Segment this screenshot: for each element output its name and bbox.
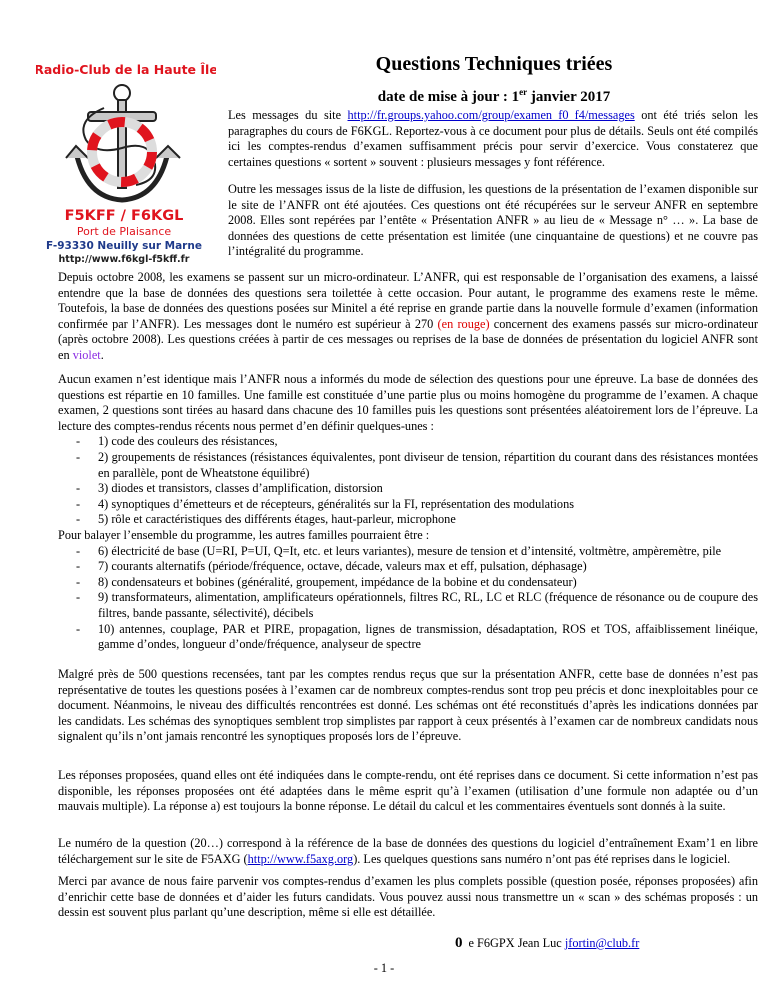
p7-text-b: ). Les quelques questions sans numéro n’ont pas été reprises dans le logiciel. <box>353 851 731 866</box>
intro-p1-text: Les messages du site <box>228 108 348 122</box>
page-title: Questions Techniques triées <box>375 53 613 75</box>
anchor-emblem-icon <box>36 60 216 265</box>
families-b-intro: Pour balayer l’ensemble du programme, les autres familles pourraient être : <box>58 527 430 542</box>
logo-club-name: Radio-Club de la Haute Île <box>36 62 216 77</box>
p3-text-b: concernent des examens passés sur micro-ordinateur (après octobre 2008). Les questions créées à partir de ces messages ou reprises de la base de données de présentation du logiciel ANFR sont en <box>58 316 759 362</box>
family-item: - 5) rôle et caractéristiques des différents étages, haut-parleur, microphone <box>76 512 456 527</box>
family-item: - 2) groupements de résistances (résistances équivalentes, pont diviseur de tension, répartition du courant dans des résistances montées en parallèle, pont de Wheatstone équilibré) <box>76 449 758 480</box>
family-item: - 10) antennes, couplage, PAR et PIRE, propagation, lignes de transmission, désadaptation, ROS et TOS, affaiblissement linéique, gamme d’ondes, longueur d’onde/fréquence, analyseur de spectre <box>76 621 758 652</box>
p3-text-c: . <box>100 347 104 362</box>
yahoo-group-link[interactable]: http://fr.groups.yahoo.com/group/examen_f0_f4/messages <box>347 108 635 122</box>
intro-paragraph-1 <box>228 108 758 170</box>
footer-signature <box>455 935 755 951</box>
family-item: - 4) synoptiques d’émetteurs et de récepteurs, généralités sur la FI, représentation des modulations <box>76 496 575 511</box>
footer-author: e F6GPX Jean Luc <box>468 936 565 950</box>
logo-website: http://www.f6kgl-f5kff.fr <box>58 254 190 265</box>
p3-text-a: Depuis octobre 2008, les examens se passent sur un micro-ordinateur. L’ANFR, qui est responsable de l’organisation des examens, a laissé entendre que la base de données des questions sera toilettée à cette occasion. Pour autant, le programme des examens reste le même. Toutefois, la base de données des questions posées sur Minitel a été reprise en grande partie dans la nouvelle formule d’examen (information confirmée par l’ANFR). Les messages dont le numéro est supérieur à 270 <box>58 270 758 331</box>
p3-violet-note: violet <box>72 347 101 362</box>
question-number-paragraph <box>58 836 758 867</box>
intro-paragraph-2: Outre les messages issus de la liste de diffusion, les questions de la présentation de l’examen disponible sur le site de l’ANFR ont été ajoutées. Ces questions ont été récupérées sur le serveur ANFR en septembre 2008. Elles sont repérées par l’entête « Présentation ANFR » au lieu de « Message n° … ». La base de données des questions de cette présentation est limitée (une cinquantaine de questions) et ne couvre pas l’intégralité du programme. <box>228 182 758 259</box>
families-list-b <box>58 544 758 653</box>
microcomputer-exam-paragraph <box>58 270 758 364</box>
thanks-paragraph: Merci par avance de nous faire parvenir vos comptes-rendus d’examen les plus complets possible (question posée, réponses proposées) afin d’enrichir cette base de données et d’aider les futurs candidats. Vous pouvez aussi nous transmettre un « scan » des schémas proposés : un dessin est souvent plus parlant qu’une description, même si elle est détaillée. <box>58 874 758 920</box>
family-item: - 7) courants alternatifs (période/fréquence, octave, décade, valeurs max et eff, pulsation, déphasage) <box>76 559 587 574</box>
answers-paragraph: Les réponses proposées, quand elles ont été indiquées dans le compte-rendu, ont été reprises dans ce document. Si cette information n’est pas disponible, les réponses proposées ont été adaptées dans le même esprit qu’à l’examen (utilisation d’une formule non adaptée ou d’un mauvais multiple). La réponse a) est toujours la bonne réponse. Le détail du calcul et les commentaires éventuels sont donnés à la suite. <box>58 768 758 814</box>
family-item: - 1) code des couleurs des résistances, <box>76 434 278 449</box>
p7-text-a: Le numéro de la question (20…) correspond à la référence de la base de données des questions du logiciel d’entraînement Exam’1 en libre téléchargement sur le site de F5AXG ( <box>58 836 758 866</box>
update-date-superscript: er <box>519 87 528 97</box>
logo-callsigns: F5KFF / F6KGL <box>64 208 184 224</box>
footer-zero: 0 <box>455 935 463 951</box>
family-item: - 9) transformateurs, alimentation, amplificateurs opérationnels, filtres RC, RL, LC et RLC (fréquence de résonance ou de coupure des filtres, bande passante, sélectivité), décibels <box>76 590 758 620</box>
logo-city: F-93330 Neuilly sur Marne <box>46 240 202 252</box>
update-date-prefix: date de mise à jour : 1 <box>377 89 520 105</box>
f5axg-link[interactable]: http://www.f5axg.org <box>247 851 354 866</box>
question-families-section <box>58 372 758 653</box>
intro-p1-text-after: ont été triés selon les paragraphes du cours de F6KGL. Reportez-vous à ce document pour plus de détails. Seuls ont été compilés ici les comptes-rendus d’examen suffisamment précis pour servir d’exercice. Vous constaterez que certaines questions « sortent » souvent : plusieurs messages y font référence. <box>228 108 758 169</box>
database-scope-paragraph: Malgré près de 500 questions recensées, tant par les comptes rendus reçus que sur la présentation ANFR, cette base de données n’est pas représentative de toutes les questions posées à l’examen car de nombreux comptes-rendus sont trop peu précis et donc inexploitables pour ce document. Néanmoins, le niveau des difficultés rencontrées est donné. Les schémas ont été reconstitués d’après les indications données par les candidats. Les schémas des synoptiques semblent trop simplistes par rapport à ceux présentés à l’examen car de nombreux candidats nous signalent qu’ils n’ont jamais rencontré les synoptiques proposés lors de l’épreuve. <box>58 667 758 744</box>
update-date-suffix: janvier 2017 <box>527 89 611 105</box>
logo-location: Port de Plaisance <box>76 225 172 238</box>
family-item: - 8) condensateurs et bobines (généralité, groupement, impédance de la bobine et du condensateur) <box>76 574 577 589</box>
update-date <box>229 82 759 107</box>
club-logo <box>36 60 216 265</box>
author-email-link[interactable]: jfortin@club.fr <box>564 936 640 950</box>
page-number: - 1 - <box>373 961 395 975</box>
p3-red-note: (en rouge) <box>437 316 490 331</box>
family-item: - 3) diodes et transistors, classes d’amplification, distorsion <box>76 481 383 496</box>
families-intro: Aucun examen n’est identique mais l’ANFR nous a informés du mode de sélection des questions pour une épreuve. La base de données des questions est répartie en 10 familles. Une famille est constituée d’une partie plus ou moins homogène du programme de l’examen. A chaque examen, 2 questions sont tirées au hasard dans chacune des 10 familles puis les questions sont présentées aléatoirement lors de l’épreuve. La lecture des comptes-rendus récents nous permet d’en définir quelques-unes : <box>58 372 758 433</box>
family-item: - 6) électricité de base (U=RI, P=UI, Q=It, etc. et leurs variantes), mesure de tension et d’intensité, voltmètre, ampèremètre, pile <box>76 543 722 558</box>
families-list-a <box>58 434 758 528</box>
